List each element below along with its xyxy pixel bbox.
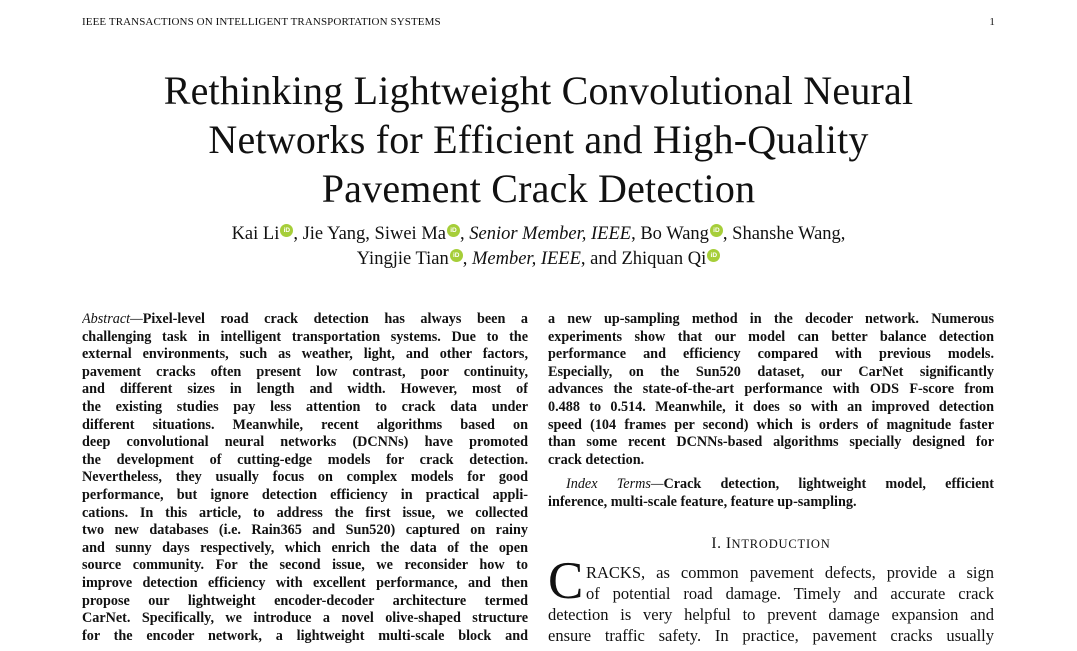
author-list [0, 222, 1077, 272]
title-line: Pavement Crack Detection [321, 166, 756, 211]
author-name: , Bo Wang [631, 224, 709, 244]
section-numeral: I. [711, 534, 726, 552]
abstract-line: propose our lightweight encoder-decoder architecture termed [82, 592, 528, 609]
abstract-line: cations. In this article, to address the first issue, we collected [82, 504, 528, 521]
abstract-line: for the encoder network, a lightweight multi-scale block and [82, 627, 528, 644]
abstract-line: experiments show that our model can better balance detection [548, 328, 994, 345]
intro-line: detection is very helpful to prevent damage expansion and [548, 604, 994, 624]
abstract-line: a new up-sampling method in the decoder network. Numerous [548, 311, 994, 327]
abstract-line: and different sizes in length and width. However, most of [82, 381, 528, 398]
abstract-line: advances the state-of-the-art performance with ODS F-score from [548, 381, 994, 398]
abstract-line: CarNet. Specifically, we introduce a novel olive-shaped structure [82, 610, 528, 627]
orcid-icon[interactable]: iD [710, 224, 723, 237]
author-name: Yingjie Tian [356, 249, 449, 269]
author-line-2: Yingjie Tian iD , Member, IEEE, and Zhiquan Qi iD [0, 247, 1077, 272]
paper-title [0, 66, 1077, 213]
abstract-line: deep convolutional neural networks (DCNNs) have promoted [82, 434, 528, 451]
title-line: Rethinking Lightweight Convolutional Neural [163, 68, 914, 113]
section-heading-introduction [548, 535, 994, 554]
orcid-icon[interactable]: iD [450, 249, 463, 262]
section-heading-initial: I [725, 534, 732, 552]
author-line-1: Kai Li iD , Jie Yang, Siwei Ma iD , Senior Member, IEEE, Bo Wang iD , Shanshe Wang, [231, 224, 846, 244]
orcid-icon[interactable]: iD [447, 224, 460, 237]
abstract-line: challenging task in intelligent transportation systems. Due to the [82, 328, 528, 345]
abstract-line: speed (104 frames per second) which is orders of magnitude faster [548, 416, 994, 433]
author-membership: Senior Member, IEEE [469, 224, 632, 244]
section-heading-rest: NTRODUCTION [731, 536, 831, 551]
right-column [548, 311, 994, 646]
abstract-line: 0.488 to 0.514. Meanwhile, it does so with an improved detection [548, 398, 994, 415]
journal-name: IEEE TRANSACTIONS ON INTELLIGENT TRANSPORTATION SYSTEMS [82, 16, 441, 28]
author-membership: Member, IEEE [471, 249, 581, 269]
abstract-line: the existing studies pay less attention to crack data under [82, 398, 528, 415]
introduction-paragraph [548, 551, 994, 646]
drop-cap: C [548, 551, 584, 610]
intro-line: of potential road damage. Timely and accurate crack [586, 583, 994, 603]
abstract-line: source community. For the second issue, we reconsider how to [82, 557, 528, 574]
abstract-line: the development of cutting-edge models for crack detection. [82, 451, 528, 468]
abstract-line: Nevertheless, they usually focus on complex models for good [82, 469, 528, 486]
abstract-line: different situations. Meanwhile, recent algorithms based on [82, 416, 528, 433]
abstract-line: pavement cracks often present low contrast, poor continuity, [82, 363, 528, 380]
abstract-line: performance, but ignore detection efficiency in practical appli- [82, 486, 528, 503]
running-head [82, 16, 995, 30]
index-terms-line: inference, multi-scale feature, feature up-sampling. [548, 493, 857, 510]
index-terms-heading: Index Terms— [566, 476, 664, 493]
index-terms [548, 476, 994, 511]
abstract-line: two new databases (i.e. Rain365 and Sun520) captured on rainy [82, 522, 528, 539]
abstract-column-left [82, 311, 528, 645]
index-terms-line: Index Terms—Crack detection, lightweight model, efficient [566, 476, 994, 493]
abstract-line: external environments, such as weather, light, and other factors, [82, 346, 528, 363]
author-name: Kai Li [231, 224, 280, 244]
orcid-icon[interactable]: iD [707, 249, 720, 262]
abstract-line: than some recent DCNNs-based algorithms specially designed for [548, 434, 994, 451]
abstract-line: Abstract—Pixel-level road crack detection has always been a [82, 311, 528, 327]
author-name: , and Zhiquan Qi [580, 249, 707, 269]
orcid-icon[interactable]: iD [280, 224, 293, 237]
page-number: 1 [989, 16, 995, 28]
author-name: , Shanshe Wang, [722, 224, 846, 244]
intro-line: RACKS, as common pavement defects, provide a sign [586, 562, 994, 582]
abstract-continued [548, 311, 994, 469]
abstract-line: crack detection. [548, 451, 645, 468]
title-line: Networks for Efficient and High-Quality [208, 117, 869, 162]
author-name: , Jie Yang, Siwei Ma [293, 224, 446, 244]
abstract-line: and sunny days respectively, which enrich the data of the open [82, 539, 528, 556]
abstract-line: performance and efficiency compared with previous models. [548, 346, 994, 363]
abstract-heading: Abstract— [82, 311, 143, 327]
abstract-line: Especially, on the Sun520 dataset, our CarNet significantly [548, 363, 994, 380]
abstract-line: improve detection efficiency with excellent performance, and then [82, 574, 528, 591]
intro-line: ensure traffic safety. In practice, pavement cracks usually [548, 625, 994, 645]
